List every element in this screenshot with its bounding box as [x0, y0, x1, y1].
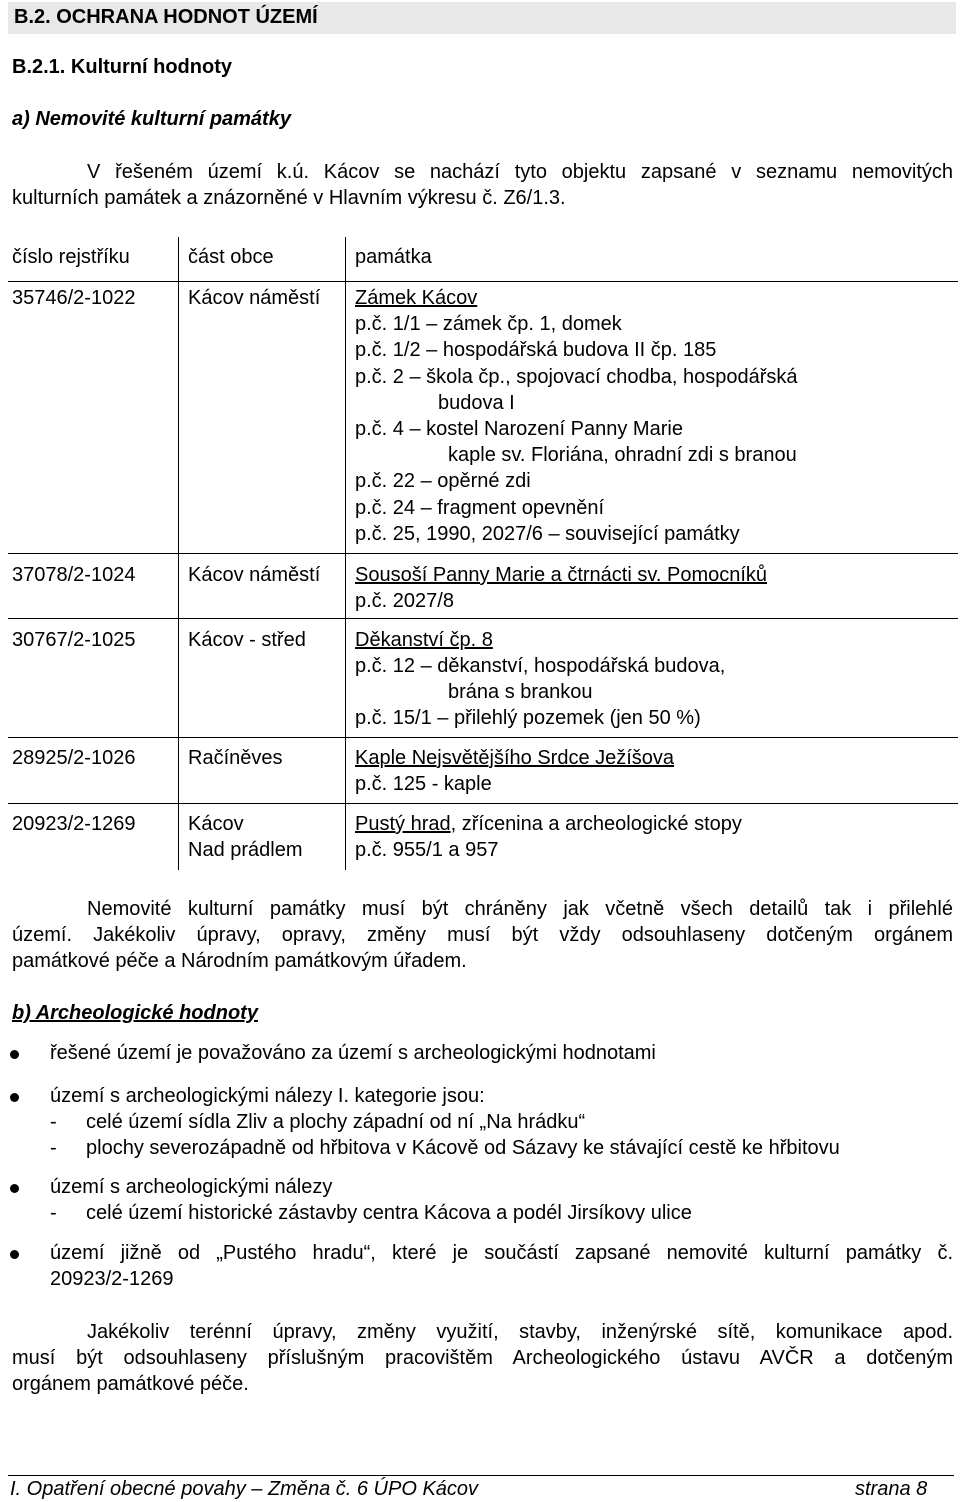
- table-row-divider: [8, 803, 958, 804]
- table-row-divider: [8, 737, 958, 738]
- protection-line-1: Nemovité kulturní památky musí být chráněny jak včetně všech detailů tak i přilehlé: [87, 898, 953, 920]
- monument-detail: p.č. 125 - kaple: [355, 773, 492, 795]
- sub-item-text: plochy severozápadně od hřbitova v Kácově od Sázavy ke stávající cestě ke hřbitovu: [86, 1137, 840, 1159]
- table-row-divider: [8, 618, 958, 619]
- monument-detail: budova I: [438, 392, 515, 414]
- subheading: B.2.1. Kulturní hodnoty: [12, 56, 232, 78]
- monument-name: Sousoší Panny Marie a čtrnácti sv. Pomocníků: [355, 564, 768, 586]
- intro-line-2: kulturních památek a znázorněné v Hlavním výkresu č. Z6/1.3.: [12, 187, 566, 209]
- monument-detail: p.č. 12 – děkanství, hospodářská budova,: [355, 655, 726, 677]
- table-header-registry: číslo rejstříku: [12, 246, 130, 268]
- municipality-part: Kácov náměstí: [188, 564, 321, 586]
- table-header-part: část obce: [188, 246, 274, 268]
- section-a-title: a) Nemovité kulturní památky: [12, 108, 291, 130]
- bullet-text: řešené území je považováno za území s archeologickými hodnotami: [50, 1042, 656, 1064]
- monument-name: Zámek Kácov: [355, 287, 478, 309]
- sub-item-text: celé území sídla Zliv a plochy západní od ní „Na hrádku“: [86, 1111, 586, 1133]
- table-row-divider: [8, 281, 958, 282]
- municipality-part: Kácov náměstí: [188, 287, 321, 309]
- footer-page-number: strana 8: [855, 1478, 928, 1500]
- dash-marker: -: [50, 1137, 57, 1159]
- municipality-part: Račíněves: [188, 747, 283, 769]
- bullet-text-continued: 20923/2-1269: [50, 1268, 174, 1290]
- monument-detail: p.č. 15/1 – přilehlý pozemek (jen 50 %): [355, 707, 701, 729]
- bullet-text: území s archeologickými nálezy: [50, 1176, 333, 1198]
- monument-detail: p.č. 4 – kostel Narození Panny Marie: [355, 418, 683, 440]
- monument-detail: p.č. 1/2 – hospodářská budova II čp. 185: [355, 339, 717, 361]
- monument-name: Kaple Nejsvětějšího Srdce Ježíšova: [355, 747, 675, 769]
- protection-line-2: území. Jakékoliv úpravy, opravy, změny musí být vždy odsouhlaseny dotčeným orgánem: [12, 924, 953, 946]
- closing-line-2: musí být odsouhlaseny příslušným pracovištěm Archeologického ústavu AVČR a dotčeným: [12, 1347, 953, 1369]
- monument-detail: p.č. 25, 1990, 2027/6 – související památky: [355, 523, 740, 545]
- registry-number: 30767/2-1025: [12, 629, 136, 651]
- monument-name-line: [355, 813, 742, 836]
- closing-line-3: orgánem památkové péče.: [12, 1373, 249, 1395]
- monument-detail: p.č. 2 – škola čp., spojovací chodba, hospodářská: [355, 366, 798, 388]
- table-header-monument: památka: [355, 246, 432, 268]
- registry-number: 37078/2-1024: [12, 564, 136, 586]
- dash-marker: -: [50, 1202, 57, 1224]
- monument-detail: p.č. 1/1 – zámek čp. 1, domek: [355, 313, 622, 335]
- table-row-divider: [8, 553, 958, 554]
- municipality-part: Nad prádlem: [188, 839, 303, 861]
- monument-detail: p.č. 22 – opěrné zdi: [355, 470, 531, 492]
- monument-name: Děkanství čp. 8: [355, 629, 493, 651]
- registry-number: 35746/2-1022: [12, 287, 136, 309]
- monument-detail: p.č. 2027/8: [355, 590, 454, 612]
- bullet-icon: [10, 1250, 19, 1259]
- registry-number: 20923/2-1269: [12, 813, 136, 835]
- section-heading: B.2. OCHRANA HODNOT ÚZEMÍ: [14, 6, 318, 28]
- bullet-text: území s archeologickými nálezy I. kategorie jsou:: [50, 1085, 485, 1107]
- monument-detail: kaple sv. Floriána, ohradní zdi s branou: [448, 444, 797, 466]
- dash-marker: -: [50, 1111, 57, 1133]
- monument-detail: p.č. 955/1 a 957: [355, 839, 499, 861]
- protection-line-3: památkové péče a Národním památkovým úřadem.: [12, 950, 467, 972]
- closing-line-1: Jakékoliv terénní úpravy, změny využití, stavby, inženýrské sítě, komunikace apod.: [87, 1321, 953, 1343]
- monument-detail: brána s brankou: [448, 681, 593, 703]
- bullet-icon: [10, 1050, 19, 1059]
- registry-number: 28925/2-1026: [12, 747, 136, 769]
- section-b-title: b) Archeologické hodnoty: [12, 1002, 258, 1024]
- sub-item-text: celé území historické zástavby centra Kácova a podél Jirsíkovy ulice: [86, 1202, 692, 1224]
- bullet-icon: [10, 1184, 19, 1193]
- bullet-text: území jižně od „Pustého hradu“, které je součástí zapsané nemovité kulturní památky č.: [50, 1242, 953, 1264]
- intro-line-1: V řešeném území k.ú. Kácov se nachází tyto objektu zapsané v seznamu nemovitých: [87, 161, 953, 183]
- section-heading-bar: [8, 2, 956, 34]
- municipality-part: Kácov: [188, 813, 244, 835]
- monument-detail: p.č. 24 – fragment opevnění: [355, 497, 605, 519]
- monument-name-suffix: , zřícenina a archeologické stopy: [450, 813, 742, 835]
- municipality-part: Kácov - střed: [188, 629, 306, 651]
- monument-name: Pustý hrad: [355, 813, 451, 835]
- footer-divider: [8, 1475, 954, 1476]
- footer-title: I. Opatření obecné povahy – Změna č. 6 ÚPO Kácov: [10, 1478, 479, 1500]
- bullet-icon: [10, 1093, 19, 1102]
